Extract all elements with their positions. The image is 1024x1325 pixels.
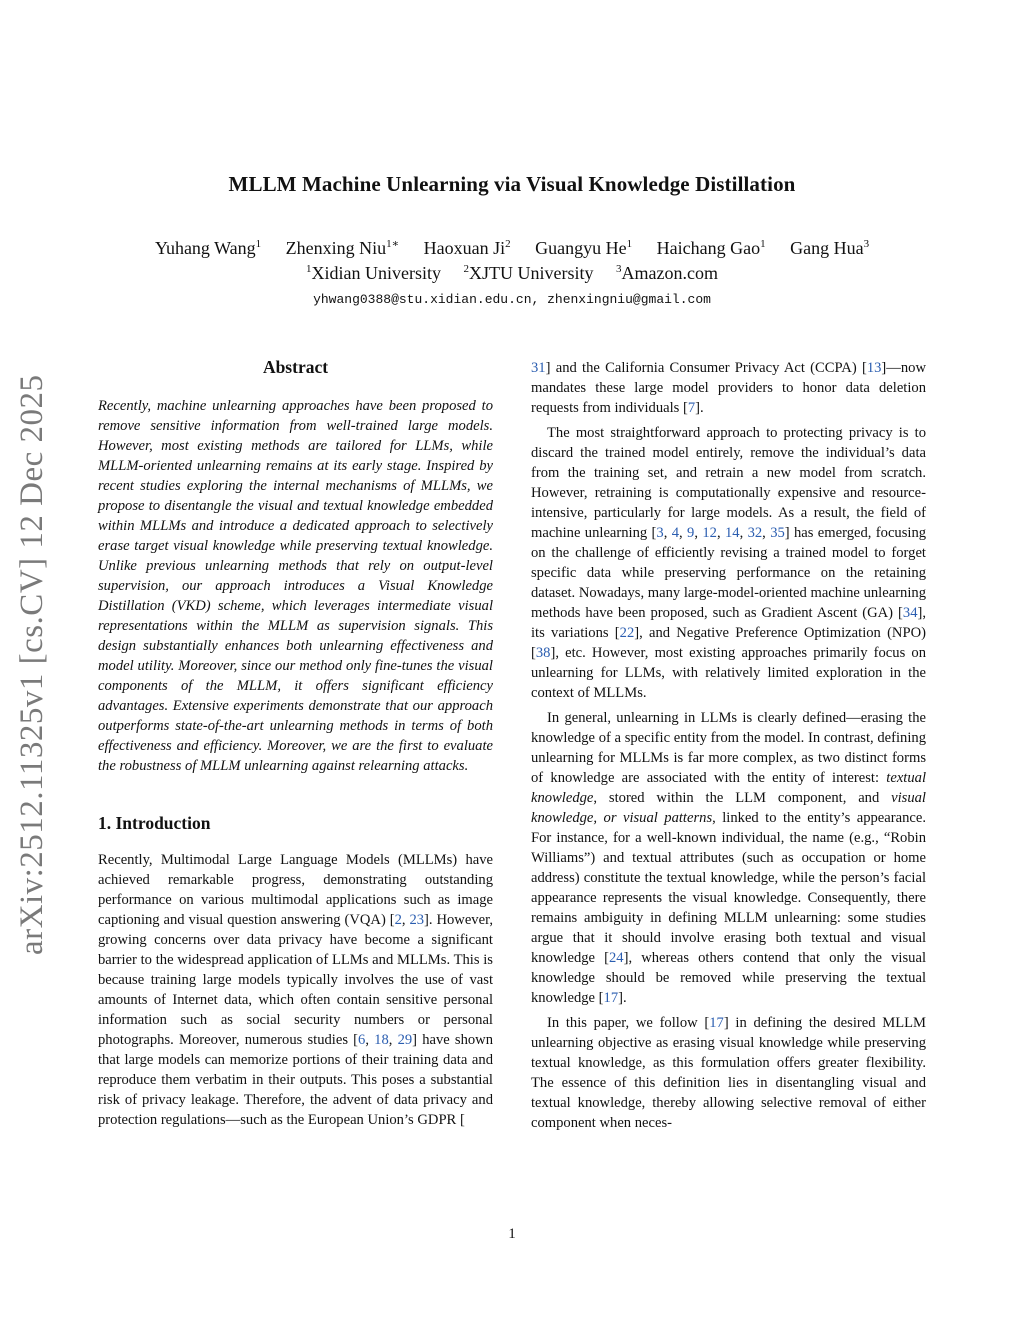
affiliation: $^2$XJTU University [463,263,594,283]
citation-link[interactable]: 35 [770,525,785,541]
page-number: 1 [508,1226,516,1242]
citation-link[interactable]: 2 [394,912,402,928]
citation-link[interactable]: 9 [687,525,695,541]
citation-link[interactable]: 24 [609,950,624,966]
author: Gang Hua$^3$ [790,238,870,258]
author: Yuhang Wang$^1$ [154,238,262,258]
citation-link[interactable]: 38 [535,645,551,661]
author: Haichang Gao$^1$ [656,238,766,258]
intro-paragraph-1: Recently, Multimodal Large Language Models (MLLMs) have achieved remarkable progress, demonstrating outstanding performance on various multimodal applications such as image captioning and visual question answering (VQA) [2, 23]. However, growing concerns over data privacy have become a significant barrier to the widespread application of LLMs and MLLMs. This is because training large models typically involves the use of vast amounts of Internet data, which often contain sensitive personal information such as social security numbers or personal photographs. Moreover, numerous studies [6, 18, 29] have shown that large models can memorize portions of their training data and reproduce them verbatim in their outputs. This poses a substantial risk of privacy leakage. Therefore, the advent of data privacy and protection regulations—such as the European Union’s GDPR [ [98,852,494,1128]
citation-link[interactable]: 13 [866,360,882,376]
citation-link[interactable]: 34 [902,605,918,621]
citation-link[interactable]: 6 [358,1032,366,1048]
citation-link[interactable]: 12 [702,525,717,541]
intro-paragraph-2: The most straightforward approach to protecting privacy is to discard the trained model entirely, remove the individual’s data from the training set, and retrain a new model from scratch. However, retraining is computationally expensive and resource-intensive, particularly for large models. As a result, the field of machine unlearning [3, 4, 9, 12, 14, 32, 35] has emerged, focusing on the challenge of efficiently revising a trained model to forget specific data while preserving performance on the retaining dataset. Nowadays, many large-model-oriented machine unlearning methods have been proposed, such as Gradient Ascent (GA) [34], its variations [22], and Negative Preference Optimization (NPO) [38], etc. However, most existing approaches primarily focus on unlearning for LLMs, with relatively limited exploration in the context of MLLMs. [531,425,927,701]
citation-link[interactable]: 31 [531,360,546,376]
intro-paragraph-1-continued: 31] and the California Consumer Privacy Act (CCPA) [13]—now mandates these large model providers to honor data deletion requests from individuals [7]. [531,360,926,416]
citation-link[interactable]: 14 [724,525,740,541]
citation-link[interactable]: 17 [709,1015,724,1031]
citation-link[interactable]: 17 [603,990,619,1006]
affiliation: $^1$Xidian University [306,263,441,283]
citation-link[interactable]: 4 [671,525,680,541]
intro-paragraph-3: In general, unlearning in LLMs is clearly defined—erasing the knowledge of a specific entity from the model. In contrast, defining unlearning for MLLMs is far more complex, as two distinct forms of knowledge are associated with the entity of interest: textual knowledge, stored within the LLM component, and visual knowledge, or visual patterns, linked to the entity’s appearance. For instance, for a well-known individual, the name (e.g., “Robin Williams”) and textual attributes (such as occupation or home address) constitute the textual knowledge, while the person’s facial appearance represents the visual knowledge. Consequently, there remains ambiguity in defining MLLM unlearning: some studies argue that it should involve erasing both textual and visual knowledge [24], whereas others contend that only the visual knowledge should be removed while preserving the textual knowledge [17]. [531,710,926,1006]
citation-link[interactable]: 7 [687,400,696,416]
author: Haoxuan Ji$^2$ [423,238,511,258]
citation-link[interactable]: 32 [747,525,763,541]
abstract-text: Recently, machine unlearning approaches have been proposed to remove sensitive information from well-trained large models. However, most existing methods are tailored for LLMs, while MLLM-oriented unlearning remains at its early stage. Inspired by recent studies exploring the internal mechanisms of MLLMs, we propose to disentangle the visual and textual knowledge embedded within MLLMs and introduce a dedicated approach to selectively erase target visual knowledge while preserving textual knowledge. Unlike previous unlearning methods that rely on output-level supervision, our approach introduces a Visual Knowledge Distillation (VKD) scheme, which leverages intermediate visual representations within the MLLM as supervision signals. This design substantially enhances both unlearning effectiveness and model utility. Moreover, since our method only fine-tunes the visual components of the MLLM, it offers significant efficiency advantages. Extensive experiments demonstrate that our approach outperforms state-of-the-art unlearning methods in terms of both effectiveness and efficiency. Moreover, we are the first to evaluate the robustness of MLLM unlearning against relearning attacks. [98,398,493,774]
citation-link[interactable]: 18 [374,1032,389,1048]
paper-title: MLLM Machine Unlearning via Visual Knowledge Distillation [228,172,796,196]
citation-link[interactable]: 3 [656,525,664,541]
abstract-heading: Abstract [262,357,329,377]
author-emails: yhwang0388@stu.xidian.edu.cn, zhenxingniu@gmail.com [313,292,711,307]
section-heading-introduction: 1. Introduction [98,813,211,833]
author: Zhenxing Niu$^{1∗}$ [285,238,400,258]
citation-link[interactable]: 29 [397,1032,413,1048]
intro-paragraph-4: In this paper, we follow [17] in defining the desired MLLM unlearning objective as erasing visual knowledge while preserving textual knowledge, as this formulation offers greater flexibility. The essence of this definition lies in disentangling visual and textual knowledge, thereby allowing selective removal of either component when neces- [531,1015,926,1131]
left-column [98,355,493,1130]
author: Guangyu He$^1$ [535,238,633,258]
arxiv-identifier: arXiv:2512.11325v1 [cs.CV] 12 Dec 2025 [14,374,50,955]
affiliation: $^3$Amazon.com [616,263,718,283]
affiliation-list [0,263,1024,284]
citation-link[interactable]: 22 [619,625,635,641]
citation-link[interactable]: 23 [409,912,425,928]
author-list [0,238,1024,259]
right-column [531,358,926,1133]
